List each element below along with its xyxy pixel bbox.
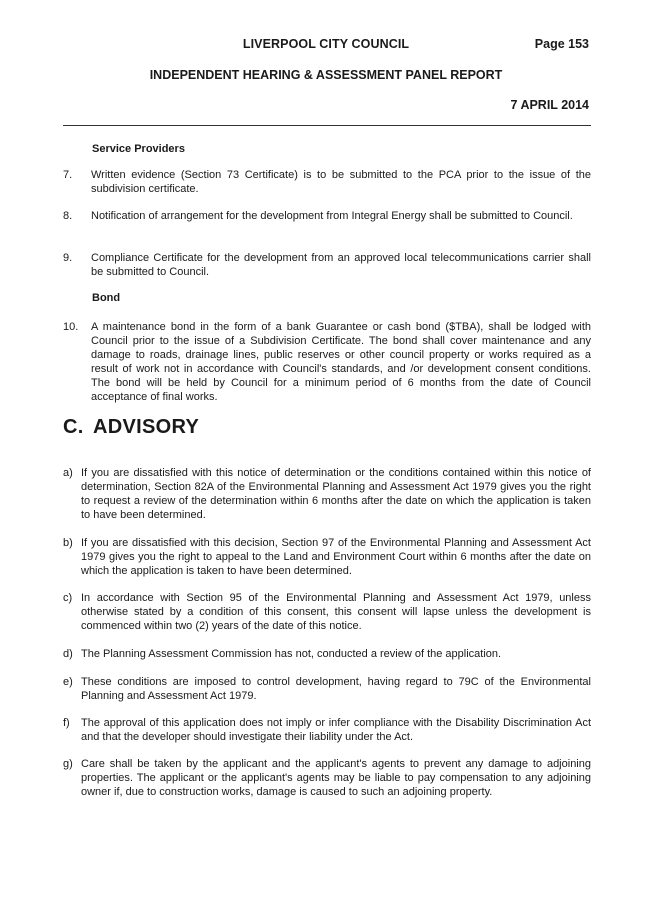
advisory-item-d (63, 647, 591, 661)
section-letter: C. (63, 416, 84, 438)
condition-text: Compliance Certificate for the development from an approved local telecommunications carrier shall be submitted to Council. (91, 252, 591, 278)
advisory-text: The approval of this application does not imply or infer compliance with the Disability Discrimination Act and that the developer should investigate their liability under the Act. (81, 717, 591, 743)
advisory-item-e (63, 675, 591, 703)
advisory-label: a) (63, 467, 73, 479)
condition-7 (63, 168, 591, 196)
condition-number: 8. (63, 210, 73, 222)
condition-text: A maintenance bond in the form of a bank Guarantee or cash bond ($TBA), shall be lodged with Council prior to the issue of a Subdivision Certificate. The bond shall cover maintenance and any damage to roads, drainage lines, public reserves or other council property or works required as a result of work not in accordance with Council's standards, and /or development consent conditions. The bond will be held by Council for a minimum period of 6 months from the date of Council acceptance of final works. (91, 321, 591, 403)
advisory-label: f) (63, 717, 70, 729)
report-title: INDEPENDENT HEARING & ASSESSMENT PANEL REPORT (149, 68, 503, 82)
advisory-item-a (63, 466, 591, 522)
report-date: 7 APRIL 2014 (510, 98, 589, 112)
advisory-text: In accordance with Section 95 of the Environmental Planning and Assessment Act 1979, unless otherwise stated by a condition of this consent, this consent will lapse unless the development is commenced within two (2) years of the date of this notice. (81, 592, 591, 632)
advisory-label: g) (63, 758, 73, 770)
page-number: Page 153 (534, 37, 589, 51)
advisory-text: Care shall be taken by the applicant and the applicant's agents to prevent any damage to adjoining properties. The applicant or the applicant's agents may be liable to pay compensation to any adjoining owner if, due to construction works, damage is caused to such an adjoining property. (81, 758, 591, 798)
condition-9 (63, 251, 591, 279)
condition-8 (63, 209, 591, 223)
advisory-text: The Planning Assessment Commission has not, conducted a review of the application. (81, 648, 502, 660)
header-divider (63, 125, 591, 126)
condition-text: Written evidence (Section 73 Certificate) is to be submitted to the PCA prior to the issue of the subdivision certificate. (91, 169, 591, 195)
service-providers-heading: Service Providers (92, 143, 185, 155)
advisory-label: e) (63, 676, 73, 688)
advisory-text: If you are dissatisfied with this decision, Section 97 of the Environmental Planning and Assessment Act 1979 gives you the right to appeal to the Land and Environment Court within 6 months after the date on which the application is taken to have been determined. (81, 537, 591, 577)
advisory-label: b) (63, 537, 73, 549)
advisory-item-f (63, 716, 591, 744)
condition-number: 10. (63, 321, 79, 333)
section-title-text: ADVISORY (93, 416, 200, 438)
condition-number: 9. (63, 252, 73, 264)
advisory-section-title (63, 416, 199, 439)
advisory-item-g (63, 757, 591, 799)
advisory-item-c (63, 591, 591, 633)
bond-heading: Bond (92, 292, 121, 304)
advisory-text: These conditions are imposed to control development, having regard to 79C of the Environmental Planning and Assessment Act 1979. (81, 676, 591, 702)
condition-10 (63, 320, 591, 404)
condition-text: Notification of arrangement for the development from Integral Energy shall be submitted to Council. (91, 210, 573, 222)
advisory-item-b (63, 536, 591, 578)
council-name: LIVERPOOL CITY COUNCIL (242, 37, 410, 51)
advisory-text: If you are dissatisfied with this notice of determination or the conditions contained within this notice of determination, Section 82A of the Environmental Planning and Assessment Act 1979 gives you the right to request a review of the determination within 6 months after the date on which the application is taken to have been determined. (81, 467, 591, 521)
advisory-label: d) (63, 648, 73, 660)
advisory-label: c) (63, 592, 73, 604)
condition-number: 7. (63, 169, 73, 181)
